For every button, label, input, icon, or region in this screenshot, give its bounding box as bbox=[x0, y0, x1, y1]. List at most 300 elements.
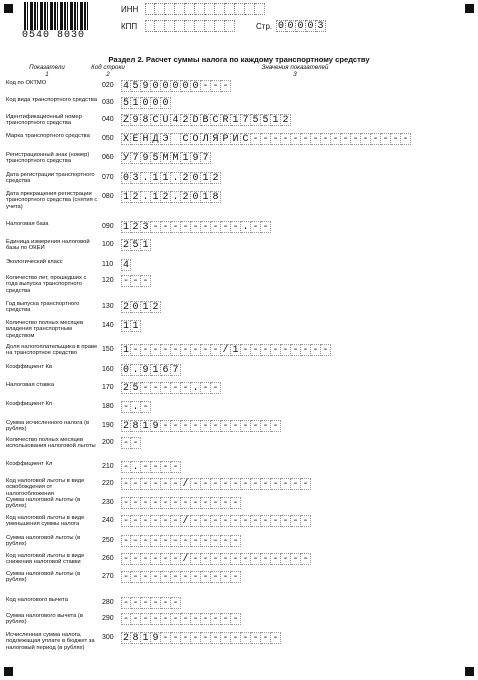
row-value-cells[interactable] bbox=[121, 259, 131, 271]
value-char-cell: . bbox=[131, 461, 141, 473]
row-label: Код по ОКТМО bbox=[6, 80, 47, 86]
value-char-cell: - bbox=[151, 382, 161, 394]
value-char-cell: 1 bbox=[141, 301, 151, 313]
column-header-indicators-number: 1 bbox=[45, 71, 49, 78]
value-char-cell: 3 bbox=[131, 172, 141, 184]
value-char-cell: - bbox=[211, 613, 221, 625]
value-char-cell: - bbox=[151, 553, 161, 565]
value-char-cell: - bbox=[281, 344, 291, 356]
row-label: Доля налогоплательщика в праве на транспортное средство bbox=[6, 344, 98, 357]
value-char-cell: U bbox=[161, 114, 171, 126]
value-char-cell: 4 bbox=[122, 260, 129, 271]
value-char-cell: - bbox=[151, 515, 161, 527]
row-value-cells[interactable] bbox=[121, 320, 141, 332]
row-label: Налоговая ставка bbox=[6, 382, 54, 388]
value-char-cell: - bbox=[181, 420, 191, 432]
value-char-cell: Э bbox=[161, 133, 171, 145]
char-cell bbox=[185, 3, 195, 15]
value-char-cell: - bbox=[221, 478, 231, 490]
value-char-cell: - bbox=[141, 571, 151, 583]
value-char-cell: - bbox=[361, 133, 371, 145]
value-char-cell: 5 bbox=[251, 114, 261, 126]
value-char-cell: - bbox=[231, 553, 241, 565]
value-char-cell: 7 bbox=[171, 364, 181, 376]
row-value-cells[interactable] bbox=[121, 239, 151, 251]
row-label: Исчисленная сумма налога, подлежащая уплате в бюджет за налоговый период (в рублях) bbox=[6, 632, 95, 651]
value-char-cell: - bbox=[201, 382, 211, 394]
row-label: Год выпуска транспортного средства bbox=[6, 301, 80, 314]
value-char-cell: - bbox=[141, 613, 151, 625]
value-char-cell: - bbox=[261, 344, 271, 356]
value-char-cell: 1 bbox=[122, 321, 129, 332]
value-char-cell: 2 bbox=[122, 383, 129, 394]
value-char-cell: . bbox=[171, 172, 181, 184]
value-char-cell: - bbox=[161, 597, 171, 609]
value-char-cell: - bbox=[131, 275, 141, 287]
value-char-cell: - bbox=[122, 276, 129, 287]
column-header-code bbox=[88, 64, 128, 78]
value-char-cell: 5 bbox=[131, 80, 141, 92]
value-char-cell: - bbox=[201, 344, 211, 356]
char-cell bbox=[175, 3, 185, 15]
value-char-cell: - bbox=[271, 478, 281, 490]
value-char-cell: 0 bbox=[191, 191, 201, 203]
value-char-cell: 7 bbox=[201, 152, 211, 164]
value-char-cell: - bbox=[161, 478, 171, 490]
row-value-cells[interactable] bbox=[121, 221, 271, 233]
row-value-cells[interactable] bbox=[121, 344, 331, 356]
value-char-cell: - bbox=[122, 536, 129, 547]
column-header-values bbox=[250, 64, 340, 78]
value-char-cell: - bbox=[261, 221, 271, 233]
value-char-cell: - bbox=[151, 344, 161, 356]
value-char-cell: - bbox=[381, 133, 391, 145]
value-char-cell: 1 bbox=[122, 222, 129, 233]
row-code: 300 bbox=[102, 634, 114, 641]
value-char-cell: - bbox=[141, 461, 151, 473]
row-value-cells[interactable] bbox=[121, 401, 151, 413]
char-cell: 0 bbox=[306, 20, 316, 32]
value-char-cell: C bbox=[151, 114, 161, 126]
value-char-cell: - bbox=[301, 133, 311, 145]
value-char-cell: - bbox=[281, 478, 291, 490]
value-char-cell: - bbox=[281, 553, 291, 565]
corner-mark-top-right bbox=[465, 4, 474, 13]
value-char-cell: - bbox=[161, 613, 171, 625]
char-cell bbox=[195, 3, 205, 15]
value-char-cell: - bbox=[171, 221, 181, 233]
char-cell bbox=[235, 3, 245, 15]
row-label: Код налоговой льготы в виде снижения налоговой ставки bbox=[6, 553, 85, 566]
value-char-cell: - bbox=[122, 554, 129, 565]
value-char-cell: - bbox=[191, 553, 201, 565]
value-char-cell: - bbox=[151, 613, 161, 625]
value-char-cell: - bbox=[201, 497, 211, 509]
value-char-cell: 3 bbox=[141, 221, 151, 233]
value-char-cell: - bbox=[171, 632, 181, 644]
value-char-cell: C bbox=[211, 114, 221, 126]
value-char-cell: - bbox=[221, 535, 231, 547]
row-code: 270 bbox=[102, 573, 114, 580]
value-char-cell: . bbox=[191, 382, 201, 394]
row-value-cells[interactable] bbox=[121, 172, 221, 184]
value-char-cell: - bbox=[251, 632, 261, 644]
row-value-cells[interactable] bbox=[121, 382, 221, 394]
row-value-cells[interactable] bbox=[121, 497, 241, 509]
value-char-cell: 2 bbox=[131, 191, 141, 203]
value-char-cell: - bbox=[201, 571, 211, 583]
row-value-cells[interactable] bbox=[121, 364, 181, 376]
value-char-cell: - bbox=[141, 478, 151, 490]
value-char-cell: - bbox=[231, 515, 241, 527]
value-char-cell: 1 bbox=[151, 191, 161, 203]
value-char-cell: - bbox=[201, 515, 211, 527]
row-value-cells[interactable] bbox=[121, 152, 211, 164]
value-char-cell: - bbox=[171, 613, 181, 625]
value-char-cell: - bbox=[201, 221, 211, 233]
value-char-cell: . bbox=[241, 221, 251, 233]
value-char-cell: - bbox=[161, 382, 171, 394]
value-char-cell: - bbox=[161, 344, 171, 356]
value-char-cell: - bbox=[161, 632, 171, 644]
value-char-cell: 1 bbox=[151, 172, 161, 184]
inn-cells[interactable] bbox=[145, 3, 265, 15]
row-code: 130 bbox=[102, 303, 114, 310]
value-char-cell: - bbox=[141, 275, 151, 287]
value-char-cell: - bbox=[301, 478, 311, 490]
value-char-cell: - bbox=[201, 632, 211, 644]
row-value-cells[interactable] bbox=[121, 553, 311, 565]
value-char-cell: И bbox=[231, 133, 241, 145]
row-code: 200 bbox=[102, 439, 114, 446]
row-label: Регистрационный знак (номер) транспортного средства bbox=[6, 152, 90, 165]
value-char-cell: Я bbox=[211, 133, 221, 145]
value-char-cell: - bbox=[191, 344, 201, 356]
value-char-cell: - bbox=[131, 344, 141, 356]
value-char-cell: - bbox=[401, 133, 411, 145]
value-char-cell: / bbox=[181, 478, 191, 490]
value-char-cell: 5 bbox=[261, 114, 271, 126]
value-char-cell: - bbox=[131, 535, 141, 547]
char-cell bbox=[185, 20, 195, 32]
char-cell: 0 bbox=[296, 20, 306, 32]
value-char-cell: 8 bbox=[131, 420, 141, 432]
value-char-cell: - bbox=[231, 613, 241, 625]
value-char-cell: - bbox=[171, 478, 181, 490]
value-char-cell: - bbox=[191, 613, 201, 625]
column-header-values-number: 3 bbox=[293, 71, 297, 78]
row-value-cells[interactable] bbox=[121, 478, 311, 490]
column-header-indicators-title: Показатели bbox=[29, 64, 65, 71]
corner-mark-top-left bbox=[4, 4, 13, 13]
value-char-cell: 1 bbox=[141, 420, 151, 432]
value-char-cell: - bbox=[221, 632, 231, 644]
row-value-cells[interactable] bbox=[121, 133, 411, 145]
value-char-cell: - bbox=[151, 597, 161, 609]
char-cell bbox=[255, 3, 265, 15]
value-char-cell: Д bbox=[151, 133, 161, 145]
value-char-cell: У bbox=[122, 153, 129, 164]
value-char-cell: М bbox=[161, 152, 171, 164]
value-char-cell: - bbox=[171, 420, 181, 432]
char-cell bbox=[225, 3, 235, 15]
value-char-cell: М bbox=[171, 152, 181, 164]
value-char-cell: 1 bbox=[131, 97, 141, 109]
row-value-cells[interactable] bbox=[121, 461, 181, 473]
value-char-cell: 1 bbox=[231, 114, 241, 126]
value-char-cell: - bbox=[131, 571, 141, 583]
value-char-cell: 1 bbox=[131, 320, 141, 332]
row-code: 160 bbox=[102, 366, 114, 373]
row-label: Дата регистрации транспортного средства bbox=[6, 172, 95, 185]
value-char-cell: 2 bbox=[122, 421, 129, 432]
row-value-cells[interactable] bbox=[121, 535, 241, 547]
value-char-cell: 0 bbox=[122, 173, 129, 184]
value-char-cell: - bbox=[191, 535, 201, 547]
value-char-cell: . bbox=[141, 172, 151, 184]
value-char-cell: - bbox=[171, 553, 181, 565]
value-char-cell: - bbox=[231, 221, 241, 233]
char-cell bbox=[245, 3, 255, 15]
char-cell bbox=[205, 3, 215, 15]
value-char-cell: 0 bbox=[161, 80, 171, 92]
value-char-cell: - bbox=[221, 80, 231, 92]
value-char-cell: - bbox=[341, 133, 351, 145]
char-cell: 0 bbox=[286, 20, 296, 32]
row-value-cells[interactable] bbox=[121, 437, 141, 449]
value-char-cell: - bbox=[211, 344, 221, 356]
row-code: 180 bbox=[102, 403, 114, 410]
value-char-cell: - bbox=[171, 497, 181, 509]
char-cell bbox=[225, 20, 235, 32]
inn-label: ИНН bbox=[121, 5, 139, 14]
value-char-cell: - bbox=[251, 344, 261, 356]
row-label: Налоговая база bbox=[6, 221, 49, 227]
value-char-cell: - bbox=[161, 497, 171, 509]
value-char-cell: - bbox=[181, 382, 191, 394]
value-char-cell: 9 bbox=[141, 364, 151, 376]
value-char-cell: - bbox=[241, 420, 251, 432]
row-code: 040 bbox=[102, 116, 114, 123]
value-char-cell: - bbox=[161, 221, 171, 233]
value-char-cell: - bbox=[191, 632, 201, 644]
value-char-cell: - bbox=[122, 572, 129, 583]
row-code: 100 bbox=[102, 241, 114, 248]
row-value-cells[interactable] bbox=[121, 632, 281, 644]
row-label: Количество полных месяцев владения транспортным средством bbox=[6, 320, 84, 339]
value-char-cell: 2 bbox=[122, 302, 129, 313]
row-label: Дата прекращения регистрации транспортного средства (снятия с учета) bbox=[6, 191, 98, 210]
value-char-cell: 9 bbox=[141, 152, 151, 164]
value-char-cell: 1 bbox=[201, 172, 211, 184]
value-char-cell: - bbox=[181, 632, 191, 644]
row-value-cells[interactable] bbox=[121, 613, 241, 625]
value-char-cell: - bbox=[131, 553, 141, 565]
value-char-cell: 0 bbox=[181, 80, 191, 92]
row-label: Коэффициент Кп bbox=[6, 401, 53, 407]
row-value-cells[interactable] bbox=[121, 301, 161, 313]
char-cell bbox=[195, 20, 205, 32]
value-char-cell: / bbox=[181, 515, 191, 527]
value-char-cell: - bbox=[261, 420, 271, 432]
value-char-cell: 1 bbox=[271, 114, 281, 126]
row-code: 020 bbox=[102, 82, 114, 89]
row-value-cells[interactable] bbox=[121, 420, 281, 432]
row-value-cells[interactable] bbox=[121, 191, 221, 203]
value-char-cell: 2 bbox=[281, 114, 291, 126]
value-char-cell: 2 bbox=[122, 240, 129, 251]
value-char-cell: - bbox=[251, 133, 261, 145]
row-code: 260 bbox=[102, 555, 114, 562]
value-char-cell: - bbox=[271, 133, 281, 145]
value-char-cell: - bbox=[181, 571, 191, 583]
value-char-cell: - bbox=[122, 438, 129, 449]
value-char-cell: - bbox=[211, 553, 221, 565]
row-code: 050 bbox=[102, 135, 114, 142]
value-char-cell: 2 bbox=[131, 221, 141, 233]
value-char-cell: - bbox=[181, 613, 191, 625]
value-char-cell: - bbox=[211, 80, 221, 92]
value-char-cell: - bbox=[201, 420, 211, 432]
value-char-cell: - bbox=[231, 535, 241, 547]
row-code: 240 bbox=[102, 517, 114, 524]
value-char-cell: B bbox=[201, 114, 211, 126]
value-char-cell: 4 bbox=[171, 114, 181, 126]
value-char-cell: - bbox=[291, 133, 301, 145]
row-label: Код налогового вычета bbox=[6, 597, 68, 603]
value-char-cell: 1 bbox=[122, 345, 129, 356]
value-char-cell: - bbox=[131, 437, 141, 449]
value-char-cell: - bbox=[141, 401, 151, 413]
row-code: 070 bbox=[102, 174, 114, 181]
value-char-cell: - bbox=[231, 478, 241, 490]
value-char-cell: - bbox=[161, 535, 171, 547]
value-char-cell: 1 bbox=[201, 191, 211, 203]
value-char-cell: - bbox=[311, 133, 321, 145]
value-char-cell: 0 bbox=[151, 80, 161, 92]
value-char-cell: 9 bbox=[141, 80, 151, 92]
value-char-cell: - bbox=[122, 479, 129, 490]
value-char-cell: - bbox=[251, 478, 261, 490]
char-cell bbox=[165, 20, 175, 32]
value-char-cell: - bbox=[241, 515, 251, 527]
row-label: Экологический класс bbox=[6, 259, 63, 265]
row-label: Коэффициент Кл bbox=[6, 461, 53, 467]
value-char-cell: - bbox=[171, 571, 181, 583]
value-char-cell: - bbox=[161, 420, 171, 432]
row-value-cells[interactable] bbox=[121, 97, 171, 109]
row-value-cells[interactable] bbox=[121, 571, 241, 583]
value-char-cell: - bbox=[221, 420, 231, 432]
value-char-cell: - bbox=[241, 553, 251, 565]
row-code: 140 bbox=[102, 322, 114, 329]
value-char-cell: 7 bbox=[131, 152, 141, 164]
value-char-cell: - bbox=[151, 535, 161, 547]
value-char-cell: 0 bbox=[191, 80, 201, 92]
value-char-cell: - bbox=[181, 535, 191, 547]
value-char-cell: Е bbox=[131, 133, 141, 145]
value-char-cell bbox=[171, 133, 181, 145]
value-char-cell: - bbox=[291, 553, 301, 565]
value-char-cell: - bbox=[261, 515, 271, 527]
value-char-cell: - bbox=[241, 344, 251, 356]
value-char-cell: - bbox=[221, 613, 231, 625]
value-char-cell: - bbox=[241, 632, 251, 644]
value-char-cell: - bbox=[191, 515, 201, 527]
value-char-cell: 8 bbox=[211, 191, 221, 203]
row-value-cells[interactable] bbox=[121, 80, 231, 92]
value-char-cell: 0 bbox=[161, 97, 171, 109]
value-char-cell: - bbox=[261, 553, 271, 565]
value-char-cell: 2 bbox=[151, 301, 161, 313]
value-char-cell: 5 bbox=[131, 239, 141, 251]
value-char-cell: - bbox=[122, 402, 129, 413]
value-char-cell: 0 bbox=[151, 97, 161, 109]
value-char-cell: - bbox=[141, 597, 151, 609]
value-char-cell: - bbox=[301, 344, 311, 356]
value-char-cell: - bbox=[291, 515, 301, 527]
value-char-cell: - bbox=[141, 344, 151, 356]
value-char-cell: - bbox=[122, 614, 129, 625]
value-char-cell: - bbox=[211, 515, 221, 527]
value-char-cell: - bbox=[151, 461, 161, 473]
value-char-cell: - bbox=[161, 553, 171, 565]
row-label: Количество лет, прошедших с года выпуска транспортного средства bbox=[6, 275, 87, 294]
value-char-cell: - bbox=[131, 478, 141, 490]
value-char-cell: . bbox=[131, 364, 141, 376]
row-label: Сумма исчисленного налога (в рублях) bbox=[6, 420, 90, 433]
value-char-cell: 0 bbox=[131, 301, 141, 313]
kpp-cells[interactable] bbox=[145, 20, 235, 32]
value-char-cell: - bbox=[271, 515, 281, 527]
row-value-cells[interactable] bbox=[121, 275, 151, 287]
row-value-cells[interactable] bbox=[121, 515, 311, 527]
corner-mark-bottom-left bbox=[4, 667, 13, 676]
value-char-cell: - bbox=[181, 344, 191, 356]
value-char-cell: D bbox=[191, 114, 201, 126]
row-value-cells[interactable] bbox=[121, 114, 291, 126]
value-char-cell: - bbox=[131, 613, 141, 625]
value-char-cell: - bbox=[211, 221, 221, 233]
value-char-cell: 1 bbox=[151, 364, 161, 376]
value-char-cell: О bbox=[191, 133, 201, 145]
row-value-cells[interactable] bbox=[121, 597, 181, 609]
value-char-cell: - bbox=[251, 515, 261, 527]
value-char-cell: - bbox=[191, 571, 201, 583]
value-char-cell: - bbox=[231, 632, 241, 644]
row-label: Сумма налоговой льготы (в рублях) bbox=[6, 571, 81, 584]
value-char-cell: 5 bbox=[131, 382, 141, 394]
row-code: 250 bbox=[102, 537, 114, 544]
char-cell bbox=[155, 20, 165, 32]
value-char-cell: - bbox=[211, 632, 221, 644]
value-char-cell: - bbox=[311, 344, 321, 356]
value-char-cell: . bbox=[171, 191, 181, 203]
value-char-cell: - bbox=[371, 133, 381, 145]
value-char-cell: - bbox=[141, 382, 151, 394]
value-char-cell: - bbox=[191, 478, 201, 490]
value-char-cell: - bbox=[141, 553, 151, 565]
row-code: 110 bbox=[102, 261, 114, 268]
row-label: Идентификационный номер транспортного средства bbox=[6, 114, 82, 127]
value-char-cell: Л bbox=[201, 133, 211, 145]
value-char-cell: - bbox=[131, 497, 141, 509]
value-char-cell: - bbox=[261, 632, 271, 644]
char-cell bbox=[145, 3, 155, 15]
value-char-cell: - bbox=[271, 553, 281, 565]
value-char-cell: 0 bbox=[171, 80, 181, 92]
value-char-cell: 0 bbox=[191, 172, 201, 184]
